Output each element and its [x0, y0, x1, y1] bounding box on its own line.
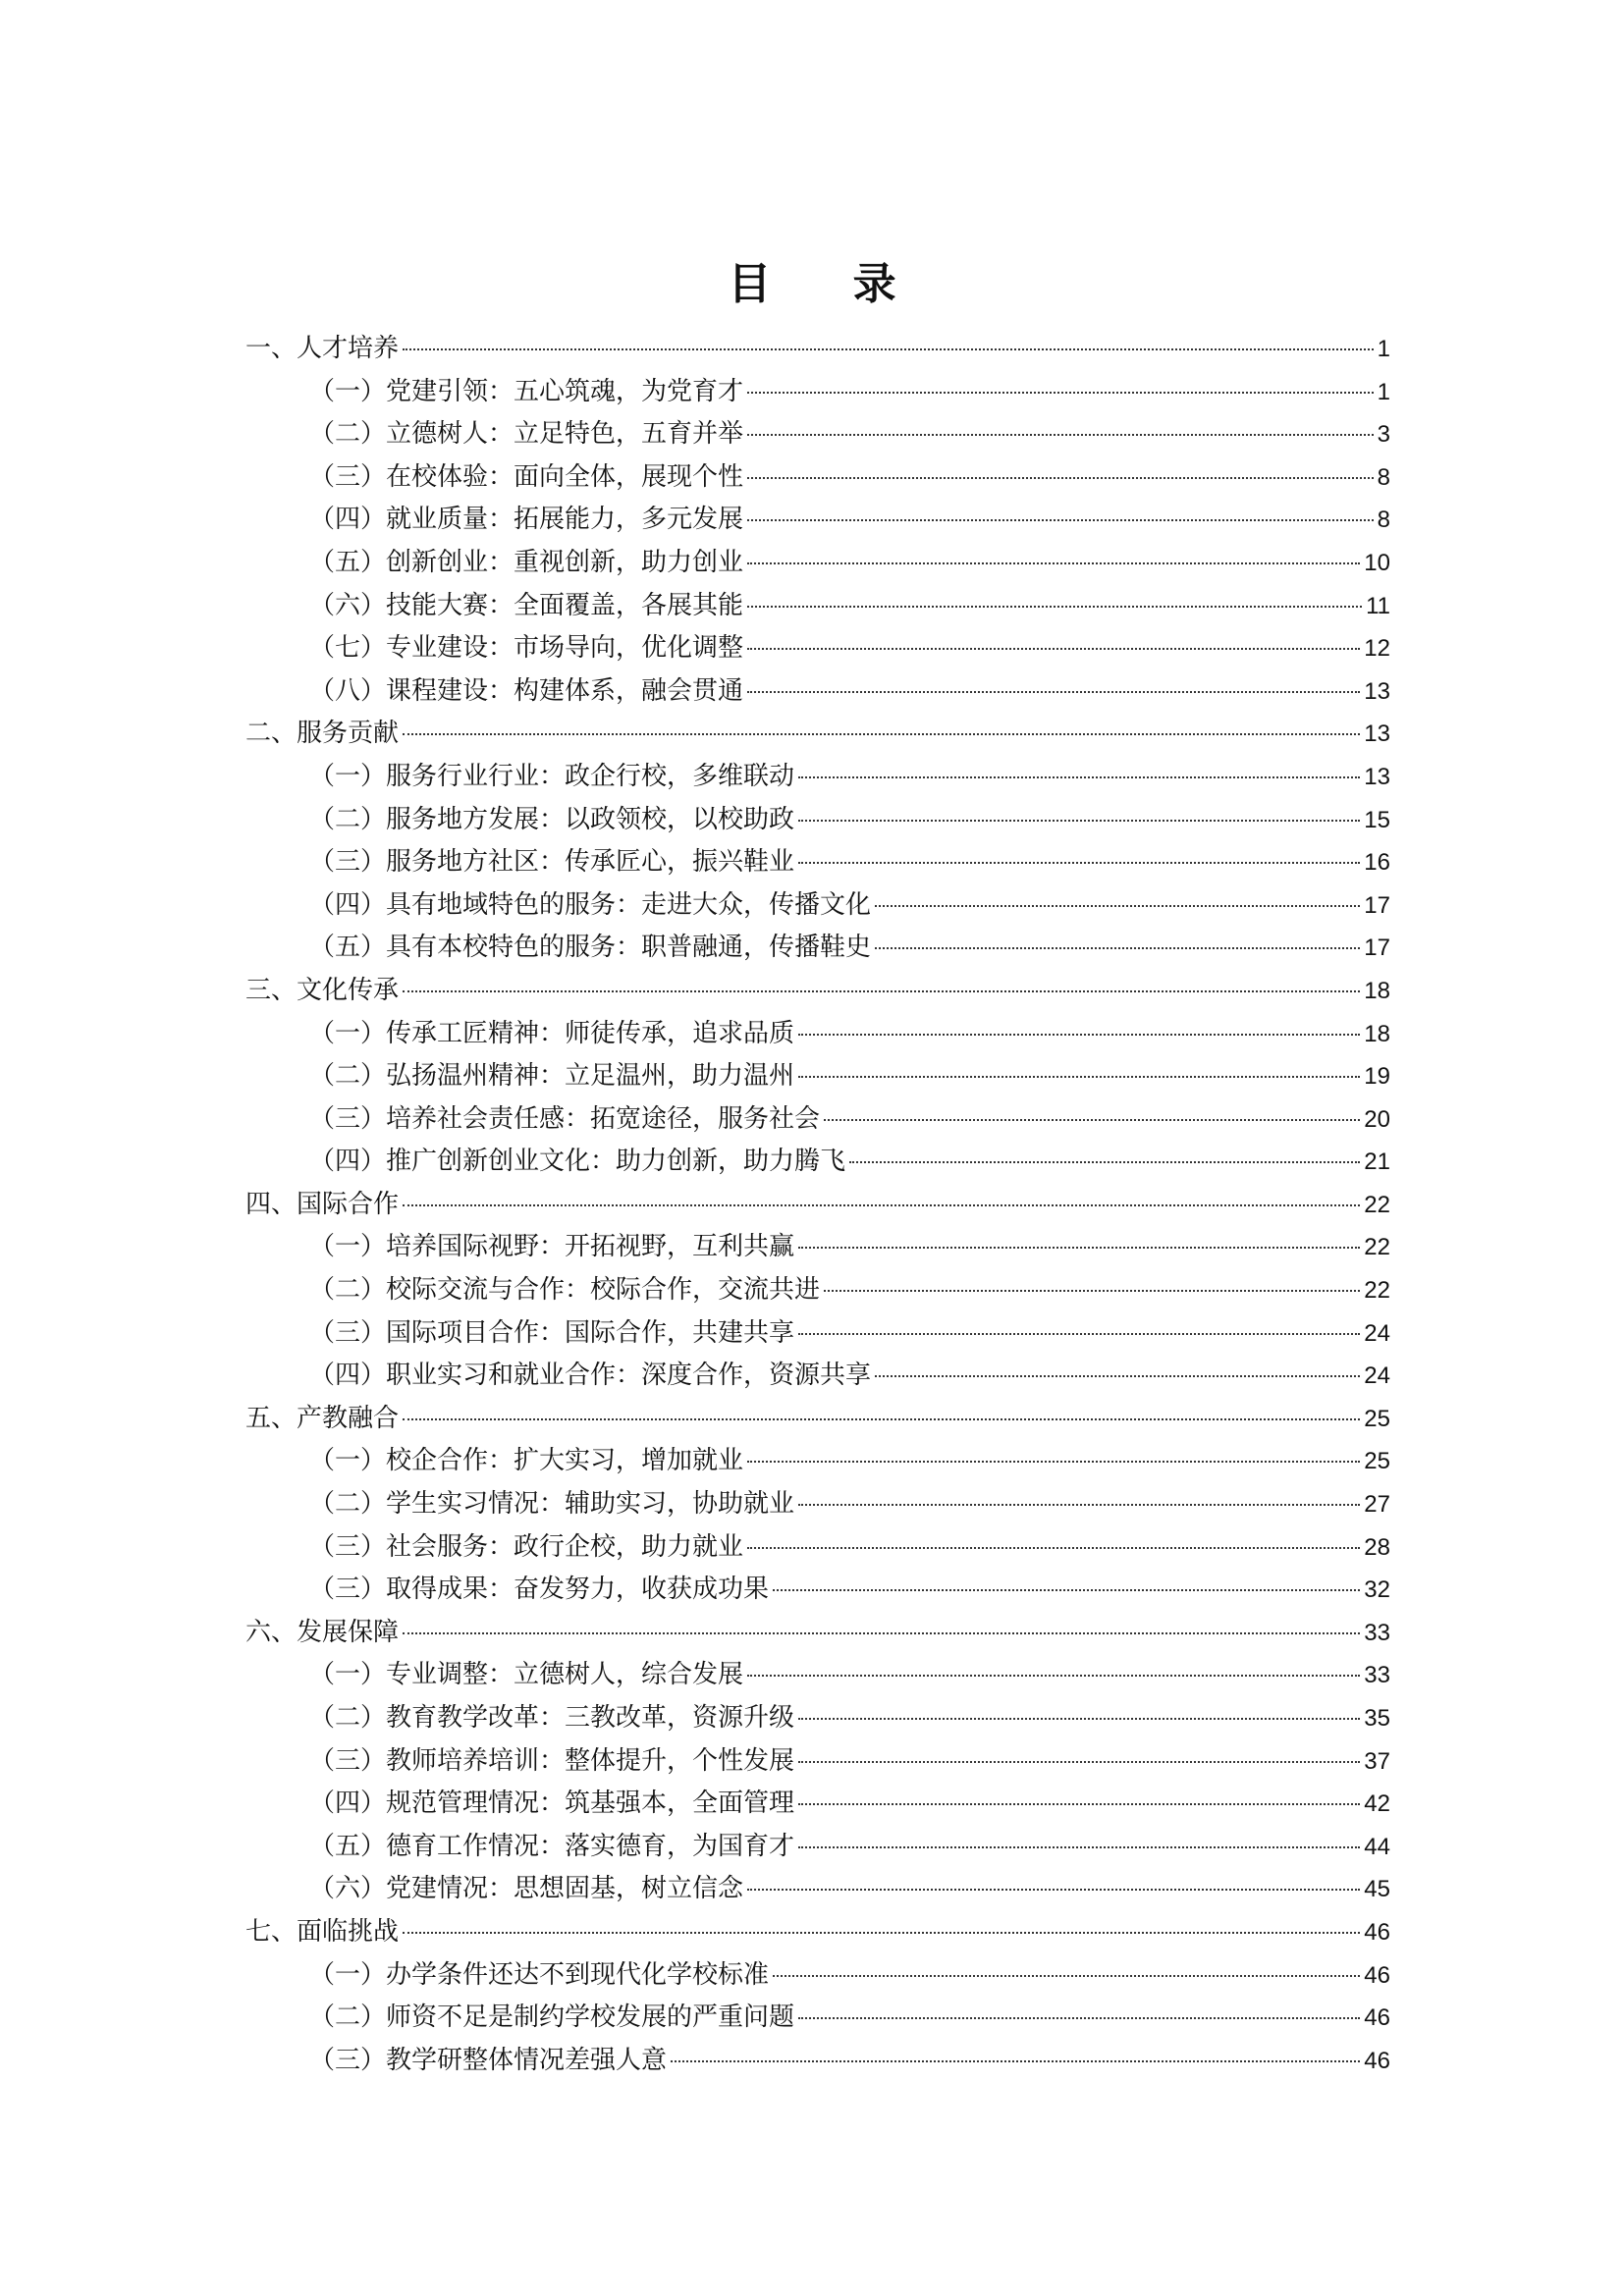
dot-leader — [824, 1290, 1360, 1292]
toc-subsection-entry[interactable] — [245, 1355, 1390, 1398]
toc-section-entry[interactable] — [245, 1184, 1390, 1227]
dot-leader — [773, 1975, 1360, 1977]
toc-page-number: 16 — [1364, 849, 1390, 877]
dot-leader — [747, 1889, 1360, 1891]
toc-page-number: 13 — [1364, 677, 1390, 705]
dot-leader — [747, 606, 1362, 608]
dot-leader — [747, 1675, 1360, 1677]
dot-leader — [747, 562, 1360, 564]
toc-entry-title: 七、面临挑战 — [245, 1916, 400, 1947]
dot-leader — [824, 1119, 1360, 1121]
toc-subsection-entry[interactable] — [245, 1440, 1390, 1483]
dot-leader — [798, 1761, 1360, 1763]
dot-leader — [798, 1803, 1360, 1805]
toc-page-number: 1 — [1377, 336, 1390, 362]
toc-entry-title: 三、文化传承 — [245, 975, 400, 1005]
toc-page-number: 46 — [1364, 2004, 1390, 2032]
toc-entry-title: （二）服务地方发展：以政领校，以校助政 — [309, 804, 795, 834]
toc-entry-title: （三）教师培养培训：整体提升，个性发展 — [309, 1745, 795, 1776]
toc-subsection-entry[interactable] — [245, 585, 1390, 628]
toc-section-entry[interactable] — [245, 1911, 1390, 1954]
dot-leader — [798, 820, 1360, 822]
toc-page-number: 17 — [1364, 891, 1390, 919]
toc-page-number: 37 — [1364, 1747, 1390, 1775]
dot-leader — [798, 1504, 1360, 1506]
toc-entry-title: （四）职业实习和就业合作：深度合作，资源共享 — [309, 1361, 872, 1391]
toc-subsection-entry[interactable] — [245, 1740, 1390, 1784]
toc-page-number: 15 — [1364, 806, 1390, 833]
toc-subsection-entry[interactable] — [245, 1483, 1390, 1526]
toc-entry-title: （三）在校体验：面向全体，展现个性 — [309, 461, 744, 492]
toc-page-number: 18 — [1364, 977, 1390, 1004]
dot-leader — [798, 1333, 1360, 1335]
toc-page-number: 46 — [1364, 2047, 1390, 2074]
toc-entry-title: （二）弘扬温州精神：立足温州，助力温州 — [309, 1061, 795, 1092]
dot-leader — [403, 733, 1360, 735]
dot-leader — [403, 1204, 1360, 1206]
toc-subsection-entry[interactable] — [245, 670, 1390, 714]
toc-entry-title: （五）德育工作情况：落实德育，为国育才 — [309, 1831, 795, 1861]
toc-page-number: 1 — [1377, 378, 1390, 405]
toc-page-number: 19 — [1364, 1063, 1390, 1091]
toc-entry-title: （五）具有本校特色的服务：职普融通，传播鞋史 — [309, 933, 872, 963]
toc-page-number: 13 — [1364, 721, 1390, 748]
dot-leader — [798, 776, 1360, 778]
toc-entry-title: （四）具有地域特色的服务：走进大众，传播文化 — [309, 889, 872, 920]
dot-leader — [671, 2060, 1360, 2062]
toc-subsection-entry[interactable] — [245, 756, 1390, 799]
toc-page-number: 22 — [1364, 1191, 1390, 1218]
toc-section-entry[interactable] — [245, 1612, 1390, 1655]
toc-subsection-entry[interactable] — [245, 1055, 1390, 1098]
toc-page-number: 17 — [1364, 934, 1390, 962]
dot-leader — [403, 1418, 1360, 1420]
toc-subsection-entry[interactable] — [245, 1526, 1390, 1570]
toc-page-number: 25 — [1364, 1448, 1390, 1475]
toc-subsection-entry[interactable] — [245, 1569, 1390, 1612]
toc-entry-title: 一、人才培养 — [245, 334, 400, 363]
toc-subsection-entry[interactable] — [245, 413, 1390, 456]
toc-entry-title: （二）师资不足是制约学校发展的严重问题 — [309, 2002, 795, 2033]
toc-section-entry[interactable] — [245, 1398, 1390, 1441]
toc-subsection-entry[interactable] — [245, 1954, 1390, 1998]
toc-page-number: 22 — [1364, 1277, 1390, 1305]
toc-subsection-entry[interactable] — [245, 371, 1390, 414]
toc-page-number: 44 — [1364, 1833, 1390, 1860]
toc-subsection-entry[interactable] — [245, 1826, 1390, 1869]
dot-leader — [403, 348, 1374, 350]
toc-subsection-entry[interactable] — [245, 1226, 1390, 1269]
toc-page-number: 25 — [1364, 1405, 1390, 1432]
toc-entry-title: （一）办学条件还达不到现代化学校标准 — [309, 1959, 770, 1990]
dot-leader — [798, 2017, 1360, 2019]
toc-entry-title: （八）课程建设：构建体系，融会贯通 — [309, 675, 744, 706]
toc-entry-title: （四）就业质量：拓展能力，多元发展 — [309, 505, 744, 535]
dot-leader — [798, 1076, 1360, 1078]
toc-page-number: 11 — [1366, 592, 1390, 619]
toc-page-number: 21 — [1364, 1148, 1390, 1176]
toc-page-number: 27 — [1364, 1491, 1390, 1519]
toc-page-number: 8 — [1377, 463, 1390, 491]
toc-subsection-entry[interactable] — [245, 456, 1390, 500]
toc-subsection-entry[interactable] — [245, 1013, 1390, 1056]
toc-page-number: 12 — [1364, 635, 1390, 663]
toc-subsection-entry[interactable] — [245, 1868, 1390, 1911]
toc-page-number: 24 — [1364, 1362, 1390, 1390]
toc-title: 目 录 — [728, 259, 930, 309]
toc-subsection-entry[interactable] — [245, 799, 1390, 842]
toc-page-number: 22 — [1364, 1234, 1390, 1261]
toc-entry-title: （二）立德树人：立足特色，五育并举 — [309, 419, 744, 450]
toc-section-entry[interactable] — [245, 970, 1390, 1013]
toc-page-number: 46 — [1364, 1918, 1390, 1946]
toc-subsection-entry[interactable] — [245, 1997, 1390, 2040]
dot-leader — [798, 1247, 1360, 1249]
toc-subsection-entry[interactable] — [245, 2040, 1390, 2083]
dot-leader — [875, 905, 1360, 907]
toc-subsection-entry[interactable] — [245, 1783, 1390, 1826]
toc-entry-title: （二）校际交流与合作：校际合作，交流共进 — [309, 1275, 821, 1306]
table-of-contents — [245, 328, 1390, 2082]
dot-leader — [403, 1632, 1360, 1634]
toc-entry-title: 六、发展保障 — [245, 1617, 400, 1647]
dot-leader — [849, 1161, 1360, 1163]
toc-subsection-entry[interactable] — [245, 1312, 1390, 1356]
dot-leader — [747, 1547, 1360, 1549]
dot-leader — [798, 862, 1360, 864]
dot-leader — [875, 947, 1360, 949]
toc-entry-title: （六）党建情况：思想固基，树立信念 — [309, 1874, 744, 1904]
toc-page-number: 33 — [1364, 1619, 1390, 1646]
toc-subsection-entry[interactable] — [245, 927, 1390, 970]
dot-leader — [747, 648, 1360, 650]
dot-leader — [875, 1375, 1360, 1377]
toc-entry-title: （三）取得成果：奋发努力，收获成功果 — [309, 1575, 770, 1605]
dot-leader — [798, 1846, 1360, 1848]
toc-entry-title: （七）专业建设：市场导向，优化调整 — [309, 633, 744, 664]
toc-entry-title: （三）社会服务：政行企校，助力就业 — [309, 1531, 744, 1562]
toc-page-number: 8 — [1377, 507, 1390, 534]
toc-page-number: 18 — [1364, 1020, 1390, 1047]
toc-entry-title: （一）党建引领：五心筑魂，为党育才 — [309, 376, 744, 406]
toc-entry-title: （二）教育教学改革：三教改革，资源升级 — [309, 1703, 795, 1733]
toc-subsection-entry[interactable] — [245, 1098, 1390, 1142]
toc-subsection-entry[interactable] — [245, 841, 1390, 884]
toc-entry-title: （一）服务行业行业：政企行校，多维联动 — [309, 761, 795, 791]
toc-entry-title: （二）学生实习情况：辅助实习，协助就业 — [309, 1489, 795, 1520]
dot-leader — [403, 990, 1360, 992]
toc-entry-title: （一）传承工匠精神：师徒传承，追求品质 — [309, 1018, 795, 1048]
toc-page-number: 42 — [1364, 1790, 1390, 1818]
dot-leader — [747, 519, 1374, 521]
toc-subsection-entry[interactable] — [245, 542, 1390, 585]
toc-subsection-entry[interactable] — [245, 1654, 1390, 1697]
toc-page-number: 32 — [1364, 1576, 1390, 1604]
toc-subsection-entry[interactable] — [245, 1141, 1390, 1184]
toc-subsection-entry[interactable] — [245, 1269, 1390, 1312]
toc-entry-title: 五、产教融合 — [245, 1403, 400, 1433]
toc-entry-title: （四）推广创新创业文化：助力创新，助力腾飞 — [309, 1147, 846, 1177]
toc-page-number: 28 — [1364, 1533, 1390, 1561]
toc-page-number: 35 — [1364, 1705, 1390, 1732]
toc-subsection-entry[interactable] — [245, 1697, 1390, 1740]
toc-page-number: 33 — [1364, 1662, 1390, 1689]
toc-section-entry[interactable] — [245, 328, 1390, 371]
dot-leader — [747, 392, 1374, 394]
toc-entry-title: （三）教学研整体情况差强人意 — [309, 2045, 668, 2075]
dot-leader — [798, 1034, 1360, 1036]
toc-entry-title: （三）国际项目合作：国际合作，共建共享 — [309, 1317, 795, 1348]
dot-leader — [798, 1718, 1360, 1720]
dot-leader — [747, 691, 1360, 693]
toc-page-number: 46 — [1364, 1961, 1390, 1989]
toc-page-number: 13 — [1364, 763, 1390, 790]
toc-entry-title: （四）规范管理情况：筑基强本，全面管理 — [309, 1789, 795, 1819]
toc-subsection-entry[interactable] — [245, 627, 1390, 670]
toc-entry-title: （三）服务地方社区：传承匠心，振兴鞋业 — [309, 847, 795, 878]
toc-section-entry[interactable] — [245, 713, 1390, 756]
toc-entry-title: （五）创新创业：重视创新，助力创业 — [309, 547, 744, 577]
dot-leader — [747, 477, 1374, 479]
dot-leader — [747, 434, 1374, 436]
dot-leader — [747, 1461, 1360, 1463]
toc-subsection-entry[interactable] — [245, 499, 1390, 542]
toc-page-number: 3 — [1377, 421, 1390, 449]
toc-entry-title: （一）校企合作：扩大实习，增加就业 — [309, 1446, 744, 1476]
toc-page-number: 10 — [1364, 549, 1390, 576]
toc-subsection-entry[interactable] — [245, 884, 1390, 928]
toc-entry-title: （一）专业调整：立德树人，综合发展 — [309, 1660, 744, 1690]
dot-leader — [773, 1589, 1360, 1591]
toc-entry-title: （六）技能大赛：全面覆盖，各展其能 — [309, 590, 744, 620]
toc-entry-title: （三）培养社会责任感：拓宽途径，服务社会 — [309, 1103, 821, 1134]
toc-entry-title: 四、国际合作 — [245, 1189, 400, 1219]
toc-page-number: 45 — [1364, 1876, 1390, 1903]
dot-leader — [403, 1932, 1360, 1934]
toc-page-number: 24 — [1364, 1319, 1390, 1347]
toc-page-number: 20 — [1364, 1105, 1390, 1133]
toc-entry-title: （一）培养国际视野：开拓视野，互利共赢 — [309, 1232, 795, 1262]
toc-entry-title: 二、服务贡献 — [245, 719, 400, 749]
